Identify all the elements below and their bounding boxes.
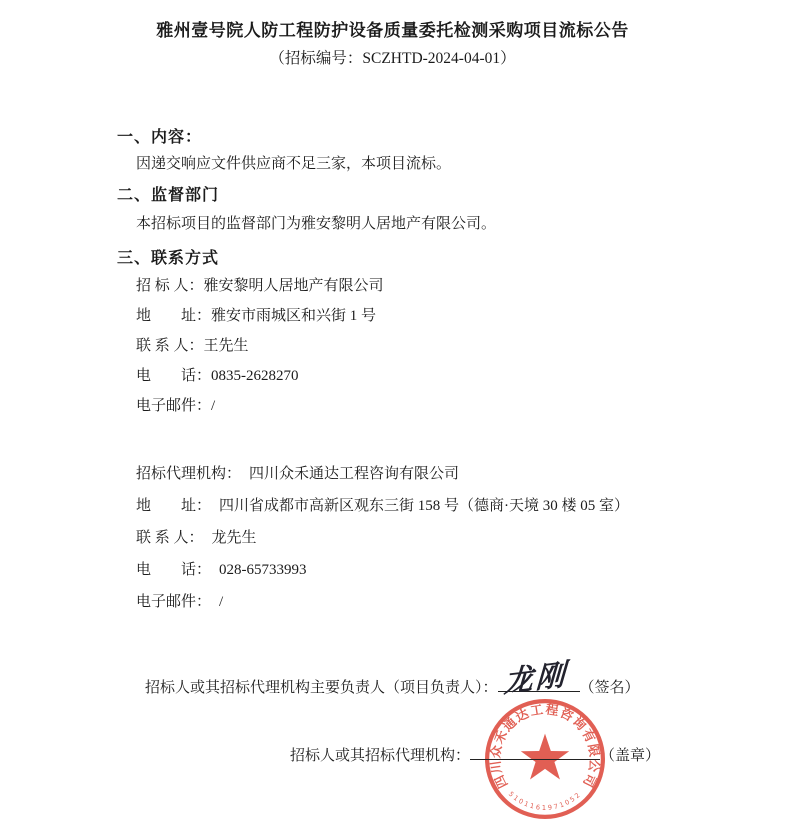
handwritten-signature: 龙刚 [503,656,569,700]
seal-underline [470,745,600,760]
tenderer-address-row [136,301,384,331]
agency-name-label: 招标代理机构： [136,466,242,482]
agency-email-value: / [219,594,224,610]
agency-phone-label: 电 话： [136,562,212,578]
seal-suffix: （盖章） [600,748,661,764]
tenderer-address-value: 雅安市雨城区和兴街 1 号 [211,308,377,324]
section-body-content: 因递交响应文件供应商不足三家，本项目流标。 [136,156,452,172]
agency-seal-line [290,744,660,765]
agency-email-label: 电子邮件： [136,594,212,610]
tenderer-phone-value: 0835-2628270 [211,368,299,384]
section-body-supervisor: 本招标项目的监督部门为雅安黎明人居地产有限公司。 [136,216,497,232]
tenderer-contact-row [136,331,384,361]
tenderer-contact-label: 联 系 人： [136,338,204,354]
agency-name-value: 四川众禾通达工程咨询有限公司 [249,466,460,482]
agency-email-row [136,586,629,618]
tenderer-name-label: 招 标 人： [136,278,204,294]
principal-label: 招标人或其招标代理机构主要负责人（项目负责人）： [145,680,498,696]
section-heading-contact: 三、联系方式 [117,250,220,267]
agency-phone-row [136,554,629,586]
tenderer-contact-block [136,271,384,421]
agency-contact-block [136,458,629,618]
seal-company-name: 四川众禾通达工程咨询有限公司 [488,702,602,791]
agency-contact-row [136,522,629,554]
sign-suffix: （签名） [579,680,640,696]
tenderer-email-row [136,391,384,421]
agency-address-value: 四川省成都市高新区观东三街 158 号（德商·天境 30 楼 05 室） [219,498,630,514]
agency-address-label: 地 址： [136,498,212,514]
tenderer-contact-value: 王先生 [203,338,249,354]
section-heading-supervisor: 二、监督部门 [117,187,220,204]
agency-contact-value: 龙先生 [211,530,257,546]
page-title: 雅州壹号院人防工程防护设备质量委托检测采购项目流标公告 [156,21,629,40]
seal-serial-number: 5101161971052 [506,789,584,812]
section-heading-content: 一、内容： [117,129,203,146]
tenderer-address-label: 地 址： [136,308,212,324]
agency-name-row [136,458,629,490]
tenderer-phone-row [136,361,384,391]
tenderer-email-label: 电子邮件： [136,398,212,414]
agency-seal-label: 招标人或其招标代理机构： [290,748,471,764]
tenderer-email-value: / [211,398,216,414]
tenderer-phone-label: 电 话： [136,368,212,384]
agency-contact-label: 联 系 人： [136,530,204,546]
agency-address-row [136,490,629,522]
tender-number: （招标编号：SCZHTD-2024-04-01） [269,50,516,67]
tenderer-name-row [136,271,384,301]
agency-phone-value: 028-65733993 [219,562,307,578]
tenderer-name-value: 雅安黎明人居地产有限公司 [203,278,384,294]
